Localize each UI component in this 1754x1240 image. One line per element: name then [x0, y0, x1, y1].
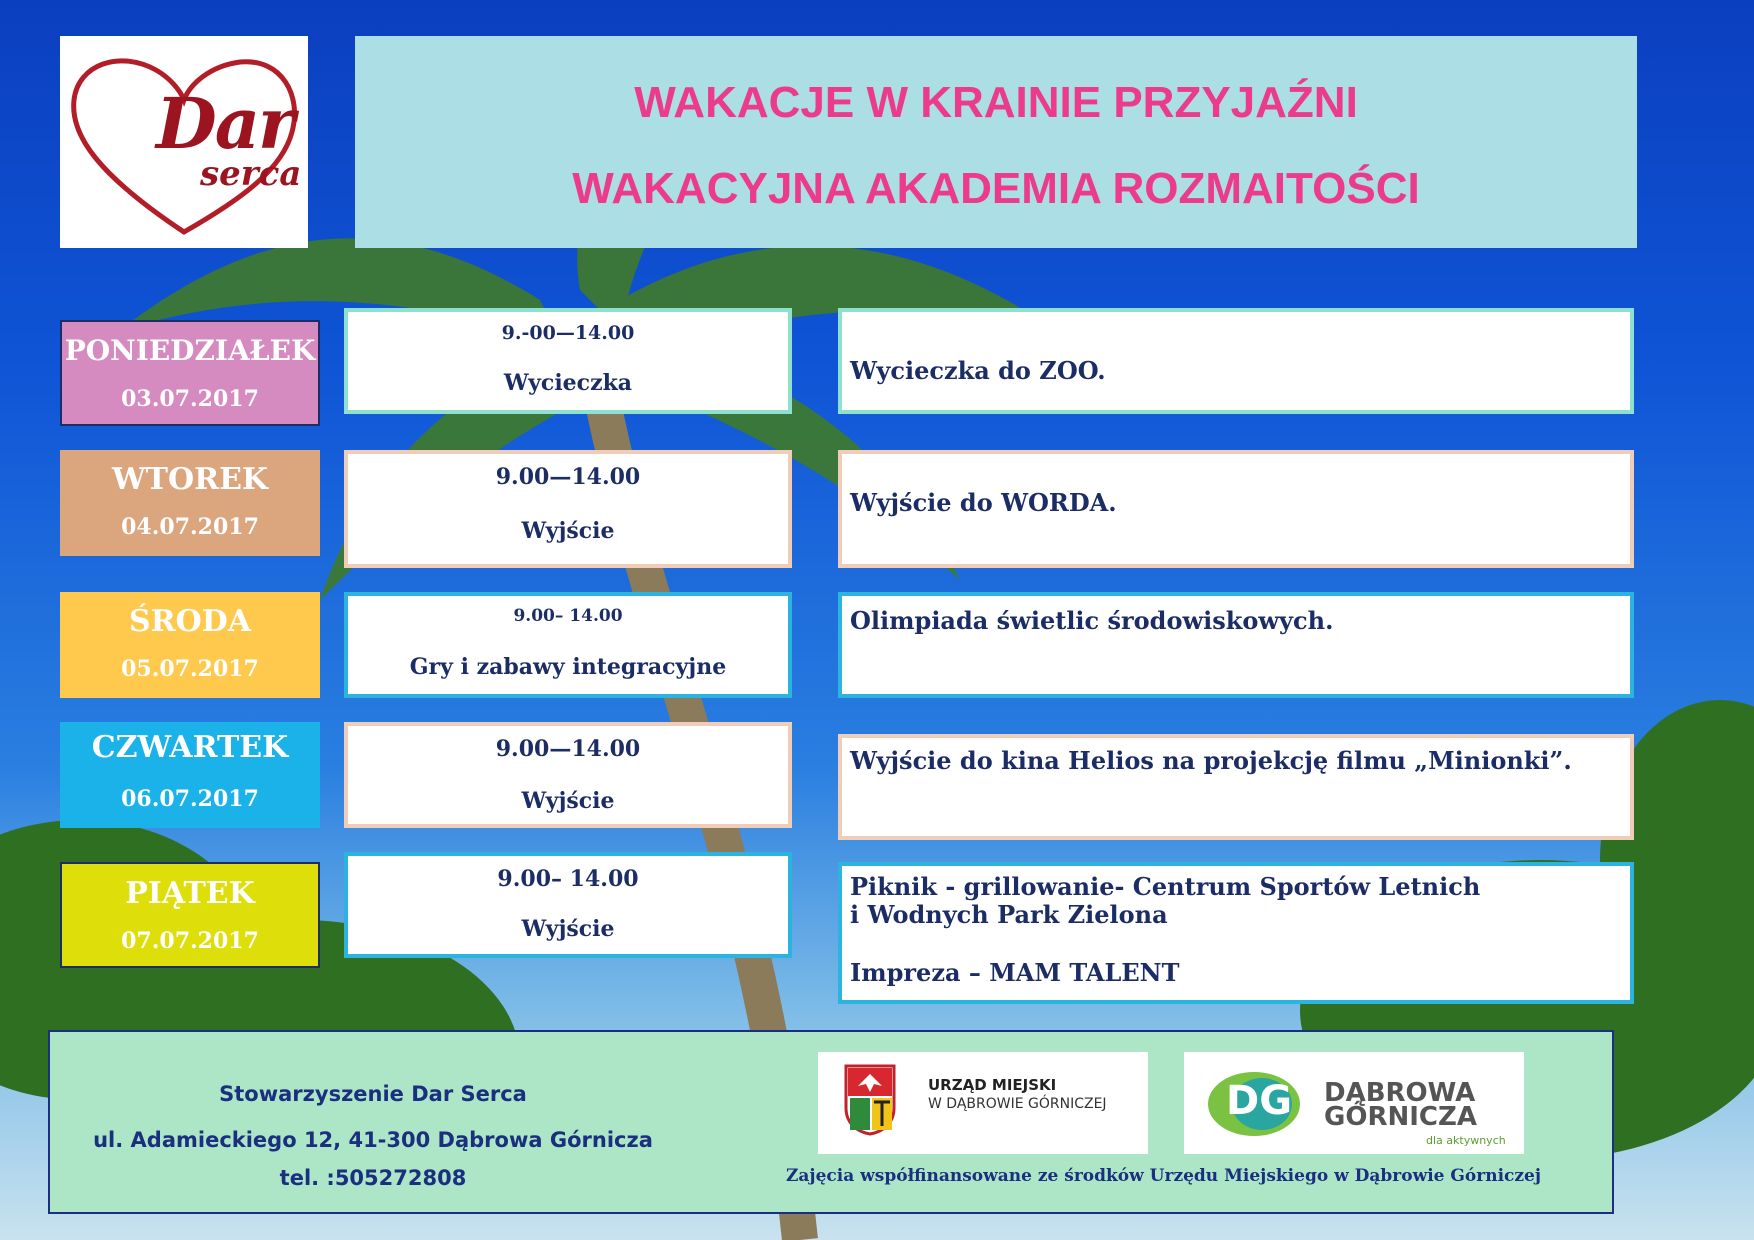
- activity-type: Wyjście: [521, 788, 615, 814]
- day-name: PIĄTEK: [125, 876, 255, 911]
- logo-word-dar: Dar: [156, 82, 293, 165]
- title-banner: [355, 36, 1637, 248]
- dg-line-3: dla aktywnych: [1426, 1134, 1506, 1147]
- description-line: Wyjście do WORDA.: [850, 488, 1117, 517]
- time-monday: [344, 308, 792, 414]
- day-date: 05.07.2017: [121, 656, 259, 682]
- desc-friday: [838, 862, 1634, 1004]
- activity-type: Wyjście: [521, 518, 615, 544]
- day-name: WTOREK: [111, 462, 269, 497]
- day-date: 04.07.2017: [121, 514, 259, 540]
- description-line: i Wodnych Park Zielona: [850, 900, 1168, 929]
- time-range: 9.00– 14.00: [513, 606, 623, 626]
- footer-panel: [48, 1030, 1614, 1214]
- time-wednesday: [344, 592, 792, 698]
- day-name: PONIEDZIAŁEK: [64, 334, 316, 367]
- day-thursday: [60, 722, 320, 828]
- sponsor-urzad-miejski: [818, 1052, 1148, 1154]
- main-title: WAKACJE W KRAINIE PRZYJAŹNI: [634, 78, 1358, 127]
- day-tuesday: [60, 450, 320, 556]
- time-thursday: [344, 722, 792, 828]
- day-wednesday: [60, 592, 320, 698]
- organization-address: ul. Adamieckiego 12, 41-300 Dąbrowa Górnicza: [93, 1128, 653, 1152]
- dg-logo-letters: DG: [1226, 1078, 1293, 1124]
- organization-name: Stowarzyszenie Dar Serca: [219, 1082, 527, 1106]
- city-coat-of-arms-icon: [844, 1064, 896, 1136]
- description-line: Wyjście do kina Helios na projekcję filmu „Minionki”.: [850, 746, 1572, 775]
- urzad-line-1: URZĄD MIEJSKI: [928, 1076, 1057, 1094]
- activity-type: Wyjście: [521, 916, 615, 942]
- time-range: 9.00– 14.00: [497, 866, 639, 892]
- time-range: 9.00—14.00: [495, 736, 641, 762]
- day-date: 03.07.2017: [121, 386, 259, 412]
- activity-type: Wycieczka: [503, 370, 633, 396]
- day-friday: [60, 862, 320, 968]
- time-friday: [344, 852, 792, 958]
- organization-phone: tel. :505272808: [279, 1166, 467, 1190]
- cofinance-note: Zajęcia współfinansowane ze środków Urzędu Miejskiego w Dąbrowie Górniczej: [786, 1166, 1542, 1186]
- day-name: ŚRODA: [128, 604, 252, 639]
- description-line: Impreza – MAM TALENT: [850, 958, 1180, 987]
- logo-word-serca: serca: [200, 154, 302, 194]
- description-line: Piknik - grillowanie- Centrum Sportów Letnich: [850, 872, 1481, 901]
- time-range: 9.00—14.00: [495, 464, 641, 490]
- desc-thursday: [838, 734, 1634, 840]
- time-tuesday: [344, 450, 792, 568]
- dar-serca-logo: [60, 36, 308, 248]
- sponsor-dabrowa-gornicza: [1184, 1052, 1524, 1154]
- day-date: 07.07.2017: [121, 928, 259, 954]
- dg-line-2: GÓRNICZA: [1324, 1102, 1477, 1132]
- dg-line-1: DĄBROWA: [1324, 1078, 1476, 1108]
- day-date: 06.07.2017: [121, 786, 259, 812]
- time-range: 9.-00—14.00: [501, 322, 635, 344]
- description-line: Wycieczka do ZOO.: [850, 356, 1106, 385]
- day-monday: [60, 320, 320, 426]
- description-line: Olimpiada świetlic środowiskowych.: [850, 606, 1334, 635]
- urzad-line-2: W DĄBROWIE GÓRNICZEJ: [928, 1096, 1107, 1112]
- desc-wednesday: [838, 592, 1634, 698]
- day-name: CZWARTEK: [91, 730, 289, 765]
- activity-type: Gry i zabawy integracyjne: [409, 654, 727, 680]
- sub-title: WAKACYJNA AKADEMIA ROZMAITOŚCI: [572, 164, 1420, 213]
- desc-tuesday: [838, 450, 1634, 568]
- desc-monday: [838, 308, 1634, 414]
